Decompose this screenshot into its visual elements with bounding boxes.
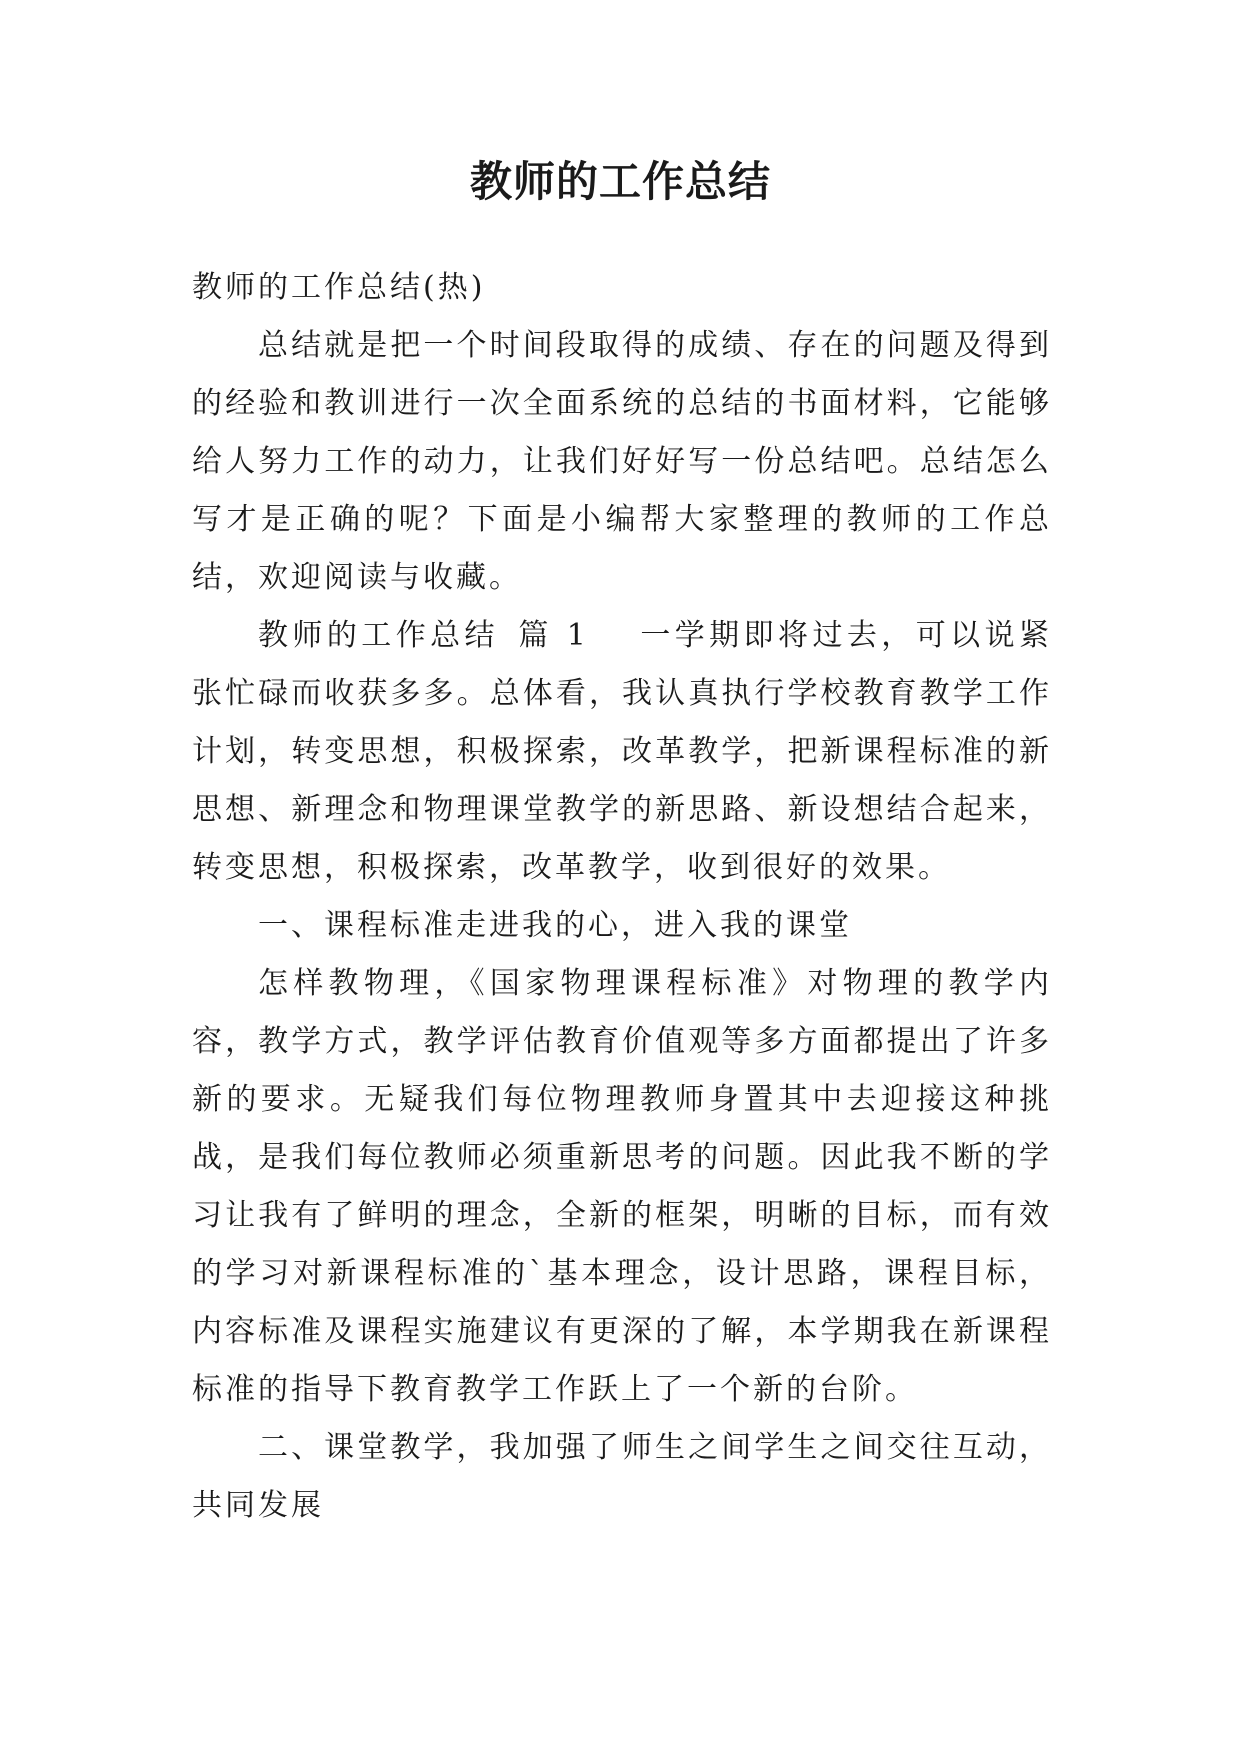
document-title: 教师的工作总结 bbox=[469, 157, 771, 206]
document-subtitle: 教师的工作总结(热) bbox=[192, 270, 486, 305]
intro-paragraph: 总结就是把一个时间段取得的成绩、存在的问题及得到的经验和教训进行一次全面系统的总结的书面材料，它能够给人努力工作的动力，让我们好好写一份总结吧。总结怎么写才是正确的呢？下面是小编帮大家整理的教师的工作总结，欢迎阅读与收藏。 bbox=[192, 328, 1052, 595]
paragraph-one: 怎样教物理，《国家物理课程标准》对物理的教学内容，教学方式，教学评估教育价值观等多方面都提出了许多新的要求。无疑我们每位物理教师身置其中去迎接这种挑战，是我们每位教师必须重新思考的问题。因此我不断的学习让我有了鲜明的理念，全新的框架，明晰的目标，而有效的学习对新课程标准的`基本理念，设计思路，课程目标，内容标准及课程实施建议有更深的了解，本学期我在新课程标准的指导下教育教学工作跃上了一个新的台阶。 bbox=[192, 966, 1052, 1407]
document-body bbox=[192, 259, 1052, 1535]
heading-one: 一、课程标准走进我的心，进入我的课堂 bbox=[258, 908, 852, 943]
section-number: 篇 1 bbox=[516, 618, 589, 653]
section-paragraph bbox=[192, 607, 1052, 897]
section-body: 一学期即将过去，可以说紧张忙碌而收获多多。总体看，我认真执行学校教育教学工作计划，转变思想，积极探索，改革教学，把新课程标准的新思想、新理念和物理课堂教学的新思路、新设想结合起来，转变思想，积极探索，改革教学，收到很好的效果。 bbox=[192, 618, 1053, 885]
section-title: 教师的工作总结 bbox=[258, 618, 499, 653]
heading-two: 二、课堂教学，我加强了师生之间学生之间交往互动，共同发展 bbox=[192, 1430, 1052, 1523]
